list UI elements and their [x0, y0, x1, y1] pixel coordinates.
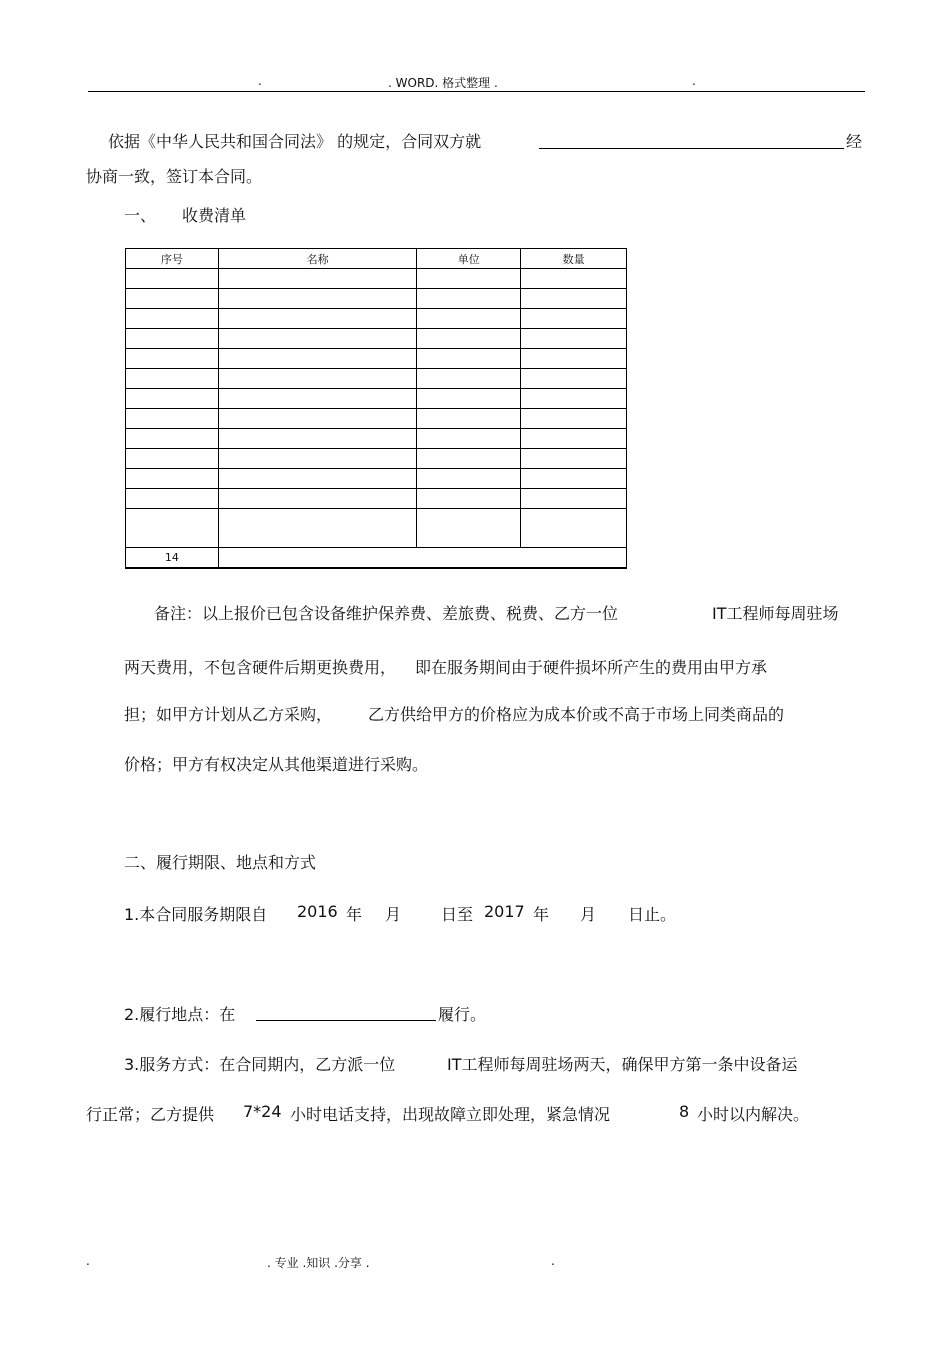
table-cell: [521, 489, 627, 509]
table-row: [126, 309, 627, 329]
term-year2: 年: [533, 905, 550, 924]
place-blank: [256, 1006, 436, 1021]
table-cell: [126, 309, 219, 329]
table-row: [126, 269, 627, 289]
footer-dot-left: .: [86, 1254, 90, 1268]
header-dot-right: .: [692, 74, 696, 88]
table-cell: [126, 429, 219, 449]
table-cell: [218, 409, 417, 429]
table-cell: [521, 409, 627, 429]
table-row-last: [126, 548, 627, 569]
service-line2-d: 8: [679, 1102, 690, 1121]
intro-blank: [539, 134, 844, 149]
table-cell: [126, 449, 219, 469]
table-row: [126, 509, 627, 548]
table-cell: [521, 269, 627, 289]
term-month1: 月: [385, 905, 402, 924]
table-row: [126, 289, 627, 309]
remark-line2: 两天费用，不包含硬件后期更换费用，: [124, 658, 397, 677]
term-day-to: 日至: [441, 905, 474, 924]
table-row: [126, 469, 627, 489]
table-cell: [521, 509, 627, 548]
table-cell: [521, 349, 627, 369]
table-cell: [417, 389, 521, 409]
table-cell: [417, 469, 521, 489]
table-cell: [126, 289, 219, 309]
table-cell: [521, 429, 627, 449]
table-cell: [218, 269, 417, 289]
table-cell: [417, 269, 521, 289]
table-cell: [521, 389, 627, 409]
col-header-index: 序号: [126, 249, 219, 269]
table-cell: [218, 389, 417, 409]
table-cell: [218, 489, 417, 509]
table-cell: [126, 369, 219, 389]
intro-line1: 依据《中华人民共和国合同法》 的规定，合同双方就: [108, 132, 482, 151]
table-cell: [126, 409, 219, 429]
table-cell: [521, 309, 627, 329]
table-cell: [521, 369, 627, 389]
place-suffix: 履行。: [438, 1005, 487, 1024]
table-row: [126, 329, 627, 349]
term-day-end: 日止。: [628, 905, 677, 924]
col-header-quantity: 数量: [521, 249, 627, 269]
table-cell: [126, 489, 219, 509]
table-row: [126, 449, 627, 469]
table-cell: [218, 349, 417, 369]
service-line1: 3.服务方式：在合同期内，乙方派一位: [124, 1055, 396, 1074]
table-cell: [126, 269, 219, 289]
intro-line1-end: 经: [846, 132, 863, 151]
header-divider: [88, 91, 865, 92]
table-cell: [126, 469, 219, 489]
intro-line2: 协商一致，签订本合同。: [86, 167, 263, 186]
table-cell: [417, 369, 521, 389]
table-cell: [218, 329, 417, 349]
table-row: [126, 389, 627, 409]
service-line2-b: 7*24: [243, 1102, 282, 1121]
table-cell: [417, 329, 521, 349]
section2-title: 二、履行期限、地点和方式: [124, 853, 317, 872]
table-cell: [218, 429, 417, 449]
remark-line1: 备注：以上报价已包含设备维护保养费、差旅费、税费、乙方一位: [154, 604, 619, 623]
term-end-year: 2017: [484, 902, 525, 921]
table-cell: [417, 349, 521, 369]
remark-line2-b: 即在服务期间由于硬件损坏所产生的费用由甲方承: [415, 658, 768, 677]
table-row: [126, 349, 627, 369]
remark-line1-b: IT工程师每周驻场: [712, 604, 839, 623]
table-row: [126, 369, 627, 389]
table-cell: [218, 369, 417, 389]
table-cell: [218, 289, 417, 309]
table-cell: [417, 429, 521, 449]
place-prefix: 2.履行地点：在: [124, 1005, 236, 1024]
table-cell: [417, 449, 521, 469]
table-cell: [126, 349, 219, 369]
row-number: 14: [126, 548, 219, 569]
service-line2-a: 行正常；乙方提供: [86, 1105, 215, 1124]
header-dot-left: .: [258, 74, 262, 88]
table-cell: [417, 289, 521, 309]
term-year1: 年: [346, 905, 363, 924]
service-line2-c: 小时电话支持，出现故障立即处理，紧急情况: [290, 1105, 611, 1124]
table-row: [126, 409, 627, 429]
table-header-row: [126, 249, 627, 269]
table-cell: [521, 469, 627, 489]
table-row: [126, 489, 627, 509]
remark-line4: 价格；甲方有权决定从其他渠道进行采购。: [124, 755, 429, 774]
table-cell: [417, 509, 521, 548]
remark-line3-b: 乙方供给甲方的价格应为成本价或不高于市场上同类商品的: [368, 705, 785, 724]
table-cell: [218, 469, 417, 489]
header-title: . WORD. 格式整理 .: [388, 76, 498, 90]
col-header-name: 名称: [218, 249, 417, 269]
table-cell: [218, 449, 417, 469]
section1-title: 收费清单: [182, 206, 247, 225]
term-month2: 月: [580, 905, 597, 924]
footer-dot-right: .: [551, 1254, 555, 1268]
service-line2-e: 小时以内解决。: [697, 1105, 810, 1124]
table-cell: [521, 289, 627, 309]
col-header-unit: 单位: [417, 249, 521, 269]
fee-table: [125, 248, 627, 569]
term-start-year: 2016: [297, 902, 338, 921]
table-cell: [521, 449, 627, 469]
table-cell-merged: [218, 548, 626, 569]
service-line1-b: IT工程师每周驻场两天，确保甲方第一条中设备运: [447, 1055, 798, 1074]
table-row: [126, 429, 627, 449]
footer-text: . 专业 .知识 .分享 .: [267, 1256, 370, 1270]
table-cell: [521, 329, 627, 349]
section1-number: 一、: [124, 206, 157, 225]
table-cell: [417, 309, 521, 329]
table-cell: [218, 309, 417, 329]
table-cell: [126, 329, 219, 349]
table-cell: [417, 489, 521, 509]
table-cell: [417, 409, 521, 429]
table-cell: [218, 509, 417, 548]
table-cell: [126, 389, 219, 409]
table-cell: [126, 509, 219, 548]
remark-line3: 担；如甲方计划从乙方采购，: [124, 705, 333, 724]
term-prefix: 1.本合同服务期限自: [124, 905, 268, 924]
